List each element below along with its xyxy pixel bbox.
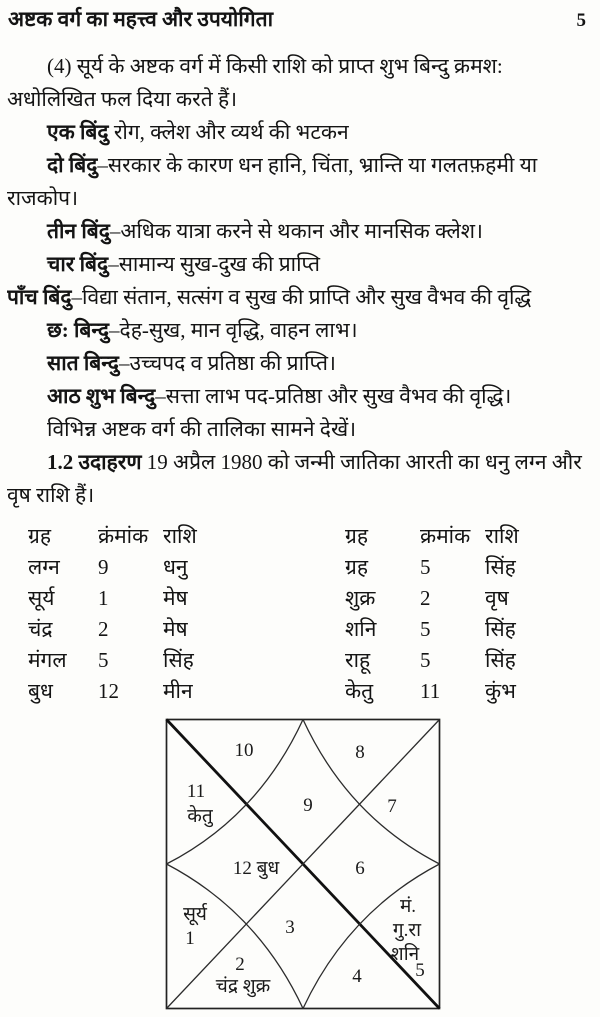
table-header-row (28, 521, 263, 552)
cell-planet: केतु (345, 679, 374, 703)
cell-planet: सूर्य (28, 586, 55, 610)
cell-planet: मंगल (28, 648, 67, 672)
item-lead: सात बिन्दु (47, 351, 119, 375)
list-item (7, 347, 592, 380)
kundali-label-mangal: मं. (399, 896, 417, 917)
cell-sign: कुंभ (485, 679, 516, 703)
cell-sign: वृष (485, 586, 509, 610)
col-header: राशि (485, 524, 519, 548)
planet-table-left (28, 521, 263, 707)
cell-sign: मीन (163, 679, 193, 703)
cell-number: 1 (98, 586, 109, 610)
table-header-row (345, 521, 585, 552)
table-row (345, 583, 585, 614)
item-text: –देह-सुख, मान वृद्धि, वाहन लाभ। (109, 318, 358, 342)
item-lead: तीन बिंदु (47, 219, 110, 243)
page-title: अष्टक वर्ग का महत्त्व और उपयोगिता (8, 7, 274, 31)
paragraph-intro: (4) सूर्य के अष्टक वर्ग में किसी राशि को प्राप्त शुभ बिन्दु क्रमश: अधोलिखित फल दिया करते हैं। (7, 54, 503, 111)
example-text: 19 अप्रैल 1980 को जन्मी जातिका आरती का धनु लग्न और वृष राशि हैं। (7, 450, 582, 507)
page-number: 5 (576, 10, 586, 31)
kundali-label-shani: शनि (390, 944, 420, 965)
kundali-label-house-12-budh: 12 बुध (232, 858, 280, 879)
cell-sign: सिंह (163, 648, 194, 672)
item-text: रोग, क्लेश और व्यर्थ की भटकन (108, 120, 349, 144)
cell-number: 5 (420, 617, 431, 641)
cell-sign: सिंह (485, 648, 516, 672)
page-header (8, 6, 586, 34)
item-lead: एक बिंदु (47, 120, 109, 144)
list-item (7, 281, 592, 314)
cell-number: 9 (98, 555, 109, 579)
col-header: क्रमांक (420, 524, 471, 548)
cell-number: 12 (98, 679, 119, 703)
col-header: ग्रह (28, 524, 51, 548)
planet-tables (0, 521, 600, 707)
cell-number: 5 (420, 648, 431, 672)
kundali-label-house-5: 5 (415, 960, 425, 981)
table-row (345, 614, 585, 645)
paragraph-note: विभिन्न अष्टक वर्ग की तालिका सामने देखें। (47, 417, 357, 441)
kundali-lines (165, 718, 441, 1010)
table-row (28, 645, 263, 676)
kundali-label-house-11: 11 (186, 781, 206, 802)
list-item (7, 116, 592, 149)
cell-sign: सिंह (485, 555, 516, 579)
item-text: –सामान्य सुख-दुख की प्राप्ति (108, 252, 320, 276)
list-item (7, 248, 592, 281)
kundali-label-chandra-shukra: चंद्र शुक्र (215, 976, 271, 997)
item-text: –सरकार के कारण धन हानि, चिंता, भ्रान्ति या गलतफ़हमी या राजकोप। (7, 153, 538, 210)
cell-number: 2 (420, 586, 431, 610)
item-text: –विद्या संतान, सत्संग व सुख की प्राप्ति और सुख वैभव की वृद्धि (71, 285, 532, 309)
cell-sign: मेष (163, 586, 188, 610)
table-row (345, 552, 585, 583)
item-text: –सत्ता लाभ पद-प्रतिष्ठा और सुख वैभव की वृद्धि। (155, 384, 512, 408)
kundali-chart (165, 718, 441, 1010)
cell-planet: बुध (28, 679, 53, 703)
body-text (7, 50, 592, 520)
cell-planet: शुक्र (345, 586, 376, 610)
table-row (28, 552, 263, 583)
cell-number: 5 (420, 555, 431, 579)
paragraph-example (7, 446, 592, 512)
cell-planet: लग्न (28, 555, 60, 579)
list-item (7, 149, 592, 215)
example-lead: 1.2 उदाहरण (47, 450, 142, 474)
table-row (28, 583, 263, 614)
kundali-label-house-7: 7 (387, 796, 397, 817)
cell-sign: सिंह (485, 617, 516, 641)
col-header: राशि (163, 524, 197, 548)
cell-planet: चंद्र (28, 617, 53, 641)
list-item (7, 380, 592, 413)
table-row (28, 676, 263, 707)
kundali-label-house-2: 2 (235, 954, 245, 975)
kundali-label-house-1: 1 (185, 928, 195, 949)
item-lead: चार बिंदु (47, 252, 109, 276)
list-item (7, 215, 592, 248)
col-header: क्रंमांक (98, 524, 149, 548)
table-row (345, 645, 585, 676)
kundali-label-house-4: 4 (352, 966, 362, 987)
table-row (345, 676, 585, 707)
kundali-label-ketu: केतु (187, 806, 213, 827)
cell-sign: धनु (163, 555, 188, 579)
cell-planet: राहू (345, 648, 371, 672)
kundali-label-house-6: 6 (355, 858, 365, 879)
cell-number: 11 (420, 679, 441, 703)
kundali-label-guru-rahu: गु.रा (392, 920, 422, 941)
cell-planet: ग्रह (345, 555, 368, 579)
item-text: –अधिक यात्रा करने से थकान और मानसिक क्लेश। (109, 219, 483, 243)
cell-number: 2 (98, 617, 109, 641)
kundali-label-house-9: 9 (303, 795, 313, 816)
kundali-label-house-3: 3 (285, 917, 295, 938)
col-header: ग्रह (345, 524, 368, 548)
item-text: –उच्चपद व प्रतिष्ठा की प्राप्ति। (118, 351, 336, 375)
cell-number: 5 (98, 648, 109, 672)
kundali-label-house-10: 10 (234, 740, 254, 761)
item-lead: आठ शुभ बिन्दु (47, 384, 156, 408)
cell-sign: मेष (163, 617, 188, 641)
item-lead: दो बिंदु (47, 153, 98, 177)
planet-table-right (345, 521, 585, 707)
cell-planet: शनि (345, 617, 377, 641)
list-item (7, 314, 592, 347)
kundali-label-surya: सूर्य (183, 904, 207, 925)
kundali-label-house-8: 8 (355, 742, 365, 763)
item-lead: छ: बिन्दु (47, 318, 110, 342)
table-row (28, 614, 263, 645)
item-lead: पाँच बिंदु (7, 285, 72, 309)
